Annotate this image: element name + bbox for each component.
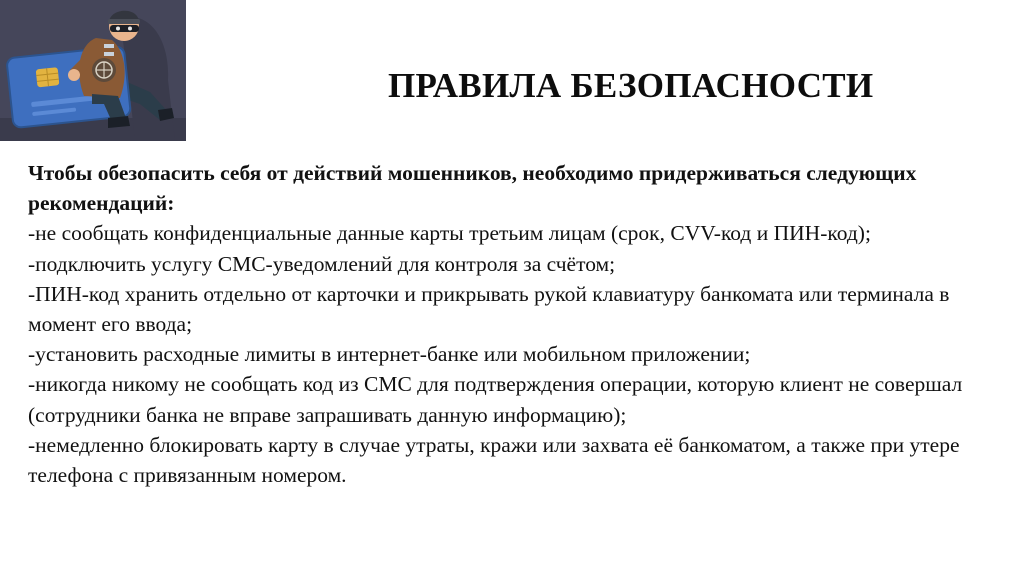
rules-list xyxy=(28,218,1000,490)
card-thief-illustration xyxy=(0,0,186,141)
rule-item: -установить расходные лимиты в интернет-банке или мобильном приложении; xyxy=(28,342,751,367)
rule-item: -ПИН-код хранить отдельно от карточки и прикрывать рукой клавиатуру банкомата или терминала в момент его ввода; xyxy=(28,281,950,337)
intro-text: Чтобы обезопасить себя от действий мошенников, необходимо придерживаться следующих рекомендаций: xyxy=(28,161,917,216)
slide-body xyxy=(28,158,1000,490)
rule-item: -немедленно блокировать карту в случае утраты, кражи или захвата её банкоматом, а также при утере телефона с привязанным номером. xyxy=(28,432,960,488)
rule-item: -не сообщать конфиденциальные данные карты третьим лицам (срок, CVV-код и ПИН-код); xyxy=(28,221,871,246)
slide-title: ПРАВИЛА БЕЗОПАСНОСТИ xyxy=(388,66,874,105)
rule-item: -никогда никому не сообщать код из СМС для подтверждения операции, которую клиент не совершал (сотрудники банка не вправе запрашивать данную информацию); xyxy=(28,372,963,427)
rule-item: -подключить услугу СМС-уведомлений для контроля за счётом; xyxy=(28,251,616,276)
